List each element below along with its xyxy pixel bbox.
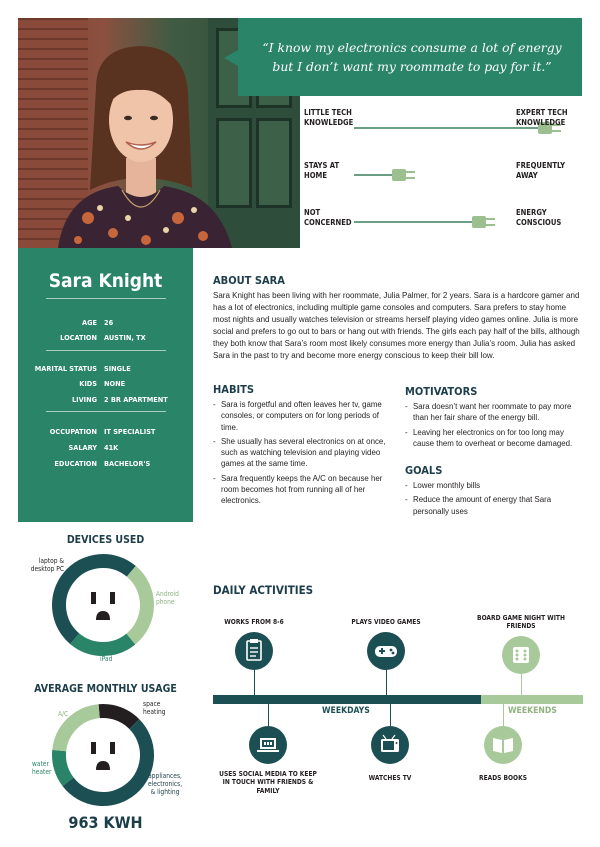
divider [46, 298, 166, 299]
dice-icon [502, 636, 540, 674]
activity-books [453, 704, 553, 784]
clipboard-icon [235, 632, 273, 670]
gamepad-icon [367, 632, 405, 670]
usage-heading: AVERAGE MONTHLY USAGE [34, 683, 177, 695]
laptop-label: laptop & desktop PC [30, 557, 64, 573]
persona-quote: “I know my electronics consume a lot of energy but I don’t want my roommate to pay for it.” [238, 18, 582, 96]
activity-label: USES SOCIAL MEDIA TO KEEP IN TOUCH WITH FRIENDS & FAMILY [219, 770, 317, 795]
slider-left-label: STAYS AT HOME [304, 161, 340, 180]
plug-icon [392, 167, 418, 183]
space-heating-label: space heating [143, 700, 166, 716]
slider-tech-knowledge [300, 108, 582, 148]
slider-left-label: NOT CONCERNED [304, 208, 352, 227]
list-item: - Reduce the amount of energy that Sara personally uses [405, 494, 585, 517]
profile-value: 41K [104, 443, 119, 452]
devices-heading: DEVICES USED [66, 534, 145, 546]
weekdays-bar [213, 695, 481, 704]
plug-icon [472, 214, 498, 230]
slider-right-label: ENERGY CONSCIOUS [516, 208, 562, 227]
motivators-list [405, 401, 585, 452]
divider [46, 350, 166, 351]
activity-label: PLAYS VIDEO GAMES [351, 618, 421, 626]
profile-key: SALARY [68, 443, 97, 452]
slider-track [354, 127, 542, 129]
goals-heading: GOALS [405, 464, 443, 477]
slider-right-label: FREQUENTLY AWAY [516, 161, 566, 180]
laptop-icon [249, 726, 287, 764]
slider-left-label: LITTLE TECH KNOWLEDGE [304, 108, 354, 127]
persona-name: Sara Knight [48, 270, 163, 292]
profile-value: SINGLE [104, 364, 131, 373]
about-heading: ABOUT SARA [213, 274, 285, 287]
profile-key: EDUCATION [54, 459, 97, 468]
device-segment [75, 639, 131, 649]
profile-key: LOCATION [60, 333, 97, 342]
habits-heading: HABITS [213, 383, 255, 396]
profile-key: AGE [82, 318, 97, 327]
quote-pointer [224, 50, 238, 66]
outlet-face-icon [91, 592, 115, 620]
weekdays-label: WEEKDAYS [322, 706, 370, 716]
list-item: - She usually has several electronics on at once, such as watching television and playing video games at the same time. [213, 436, 395, 470]
activity-works [204, 618, 304, 698]
profile-value: AUSTIN, TX [104, 333, 146, 342]
list-item: - Sara frequently keeps the A/C on because her room becomes hot from running all of her electronics. [213, 473, 395, 507]
goals-list [405, 480, 585, 520]
profile-key: MARITAL STATUS [34, 364, 97, 373]
list-item: - Sara doesn’t want her roommate to pay more than her fair share of the energy bill. [405, 401, 585, 424]
usage-segment [59, 751, 68, 782]
ac-label: A/C [58, 710, 69, 718]
usage-segment [99, 711, 134, 724]
activity-board-game [471, 614, 571, 698]
activity-social-media [218, 704, 318, 800]
profile-value: 26 [104, 318, 114, 327]
slider-track [354, 174, 396, 176]
list-item: - Sara is forgetful and often leaves her tv, game consoles, or computers on for long periods of time. [213, 399, 395, 433]
list-item: - Lower monthly bills [405, 480, 585, 491]
weekends-label: WEEKENDS [508, 706, 557, 716]
activity-label: BOARD GAME NIGHT WITH FRIENDS [477, 614, 565, 631]
profile-key: LIVING [71, 395, 97, 404]
slider-home-away [300, 155, 582, 195]
about-body: Sara Knight has been living with her roommate, Julia Palmer, for 2 years. Sara is a hardcore gamer and has a lot of electronics, including multiple game consoles and computers. Sara prefers to stay home most nights and usually watches television or streams herself playing video games online. Julia is more social and prefers to go out to bars or hang out with friends. The girls each pay half of the bills, although they both know that Sara’s room most likely consumes more energy than Julia’s room. Julia has asked Sara in the past to try and become more energy conscious to keep their bill low. [213, 291, 580, 360]
activity-video-games [336, 618, 436, 698]
water-heater-label: water heater [32, 760, 52, 776]
weekends-bar [481, 695, 583, 704]
profile-value: NONE [104, 379, 126, 388]
motivators-heading: MOTIVATORS [405, 385, 478, 398]
activity-label: WORKS FROM 8-6 [224, 618, 284, 626]
tv-icon [371, 726, 409, 764]
book-icon [484, 726, 522, 764]
slider-right-label: EXPERT TECH KNOWLEDGE [516, 108, 568, 127]
profile-value: IT SPECIALIST [104, 427, 156, 436]
profile-key: KIDS [79, 379, 97, 388]
profile-key: OCCUPATION [49, 427, 97, 436]
activity-label: WATCHES TV [368, 774, 412, 782]
profile-value: 2 BR APARTMENT [104, 395, 168, 404]
devices-donut-chart [48, 550, 158, 660]
habits-list [213, 399, 395, 510]
divider [46, 411, 166, 412]
activity-label: READS BOOKS [479, 774, 527, 782]
profile-panel [18, 248, 193, 522]
list-item: - Leaving her electronics on for too long may cause them to overheat or become damaged. [405, 427, 585, 450]
usage-total: 963 KWH [68, 813, 143, 832]
outlet-face-icon [91, 742, 115, 770]
daily-heading: DAILY ACTIVITIES [213, 583, 314, 597]
slider-energy-conscious [300, 202, 582, 242]
slider-track [354, 221, 476, 223]
usage-segment [68, 724, 147, 799]
activity-tv [340, 704, 440, 784]
appliances-label: appliances, electronics, & lighting [148, 772, 183, 796]
device-segment [131, 571, 147, 639]
android-label: Android phone [156, 590, 179, 606]
ipad-label: iPad [100, 655, 113, 663]
profile-value: BACHELOR'S [104, 459, 151, 468]
